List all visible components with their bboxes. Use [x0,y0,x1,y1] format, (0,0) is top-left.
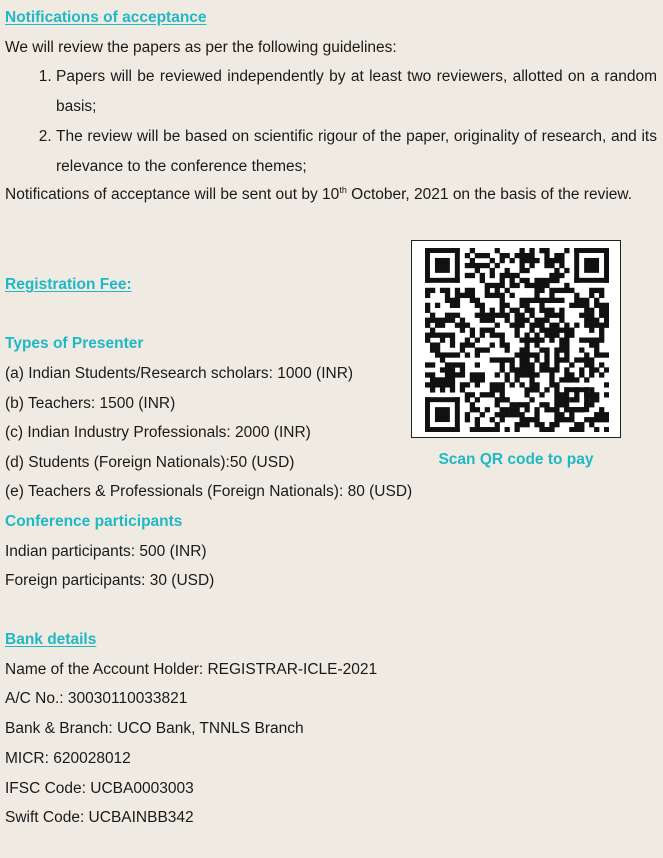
guideline-item: 2. The review will be based on scientific rigour of the paper, originality of research, and its relevance to the conference themes; [56,122,657,182]
notifications-heading[interactable]: Notifications of acceptance [5,9,207,26]
bank-detail-item: MICR: 620028012 [5,750,131,767]
participant-fee-item: Foreign participants: 30 (USD) [5,572,215,589]
bank-detail-item: A/C No.: 30030110033821 [5,690,188,707]
bank-details-heading[interactable]: Bank details [5,631,97,648]
presenter-types-heading: Types of Presenter [5,335,144,352]
bank-detail-item: IFSC Code: UCBA0003003 [5,780,194,797]
presenter-fee-item: (b) Teachers: 1500 (INR) [5,395,176,412]
guideline-item: 1. Papers will be reviewed independently by at least two reviewers, allotted on a random basis; [56,62,657,122]
bank-detail-item: Swift Code: UCBAINBB342 [5,809,194,826]
presenter-fee-item: (a) Indian Students/Research scholars: 1000 (INR) [5,365,354,382]
ordinal-suffix: th [339,184,347,195]
presenter-fee-item: (c) Indian Industry Professionals: 2000 (INR) [5,424,311,441]
bank-detail-item: Name of the Account Holder: REGISTRAR-ICLE-2021 [5,661,378,678]
guidelines-list [0,62,657,182]
participants-heading: Conference participants [5,513,183,530]
bank-detail-item: Bank & Branch: UCO Bank, TNNLS Branch [5,720,304,737]
participant-fee-item: Indian participants: 500 (INR) [5,543,207,560]
notifications-closing: Notifications of acceptance will be sent out by 10th October, 2021 on the basis of the review. [5,184,633,203]
payment-qr-code [411,240,621,438]
registration-heading[interactable]: Registration Fee: [5,276,132,293]
presenter-fee-item: (e) Teachers & Professionals (Foreign Nationals): 80 (USD) [5,483,413,500]
presenter-fee-item: (d) Students (Foreign Nationals):50 (USD) [5,454,295,471]
notifications-intro: We will review the papers as per the following guidelines: [5,39,397,56]
qr-code-icon [425,248,609,432]
qr-caption: Scan QR code to pay [438,451,594,468]
